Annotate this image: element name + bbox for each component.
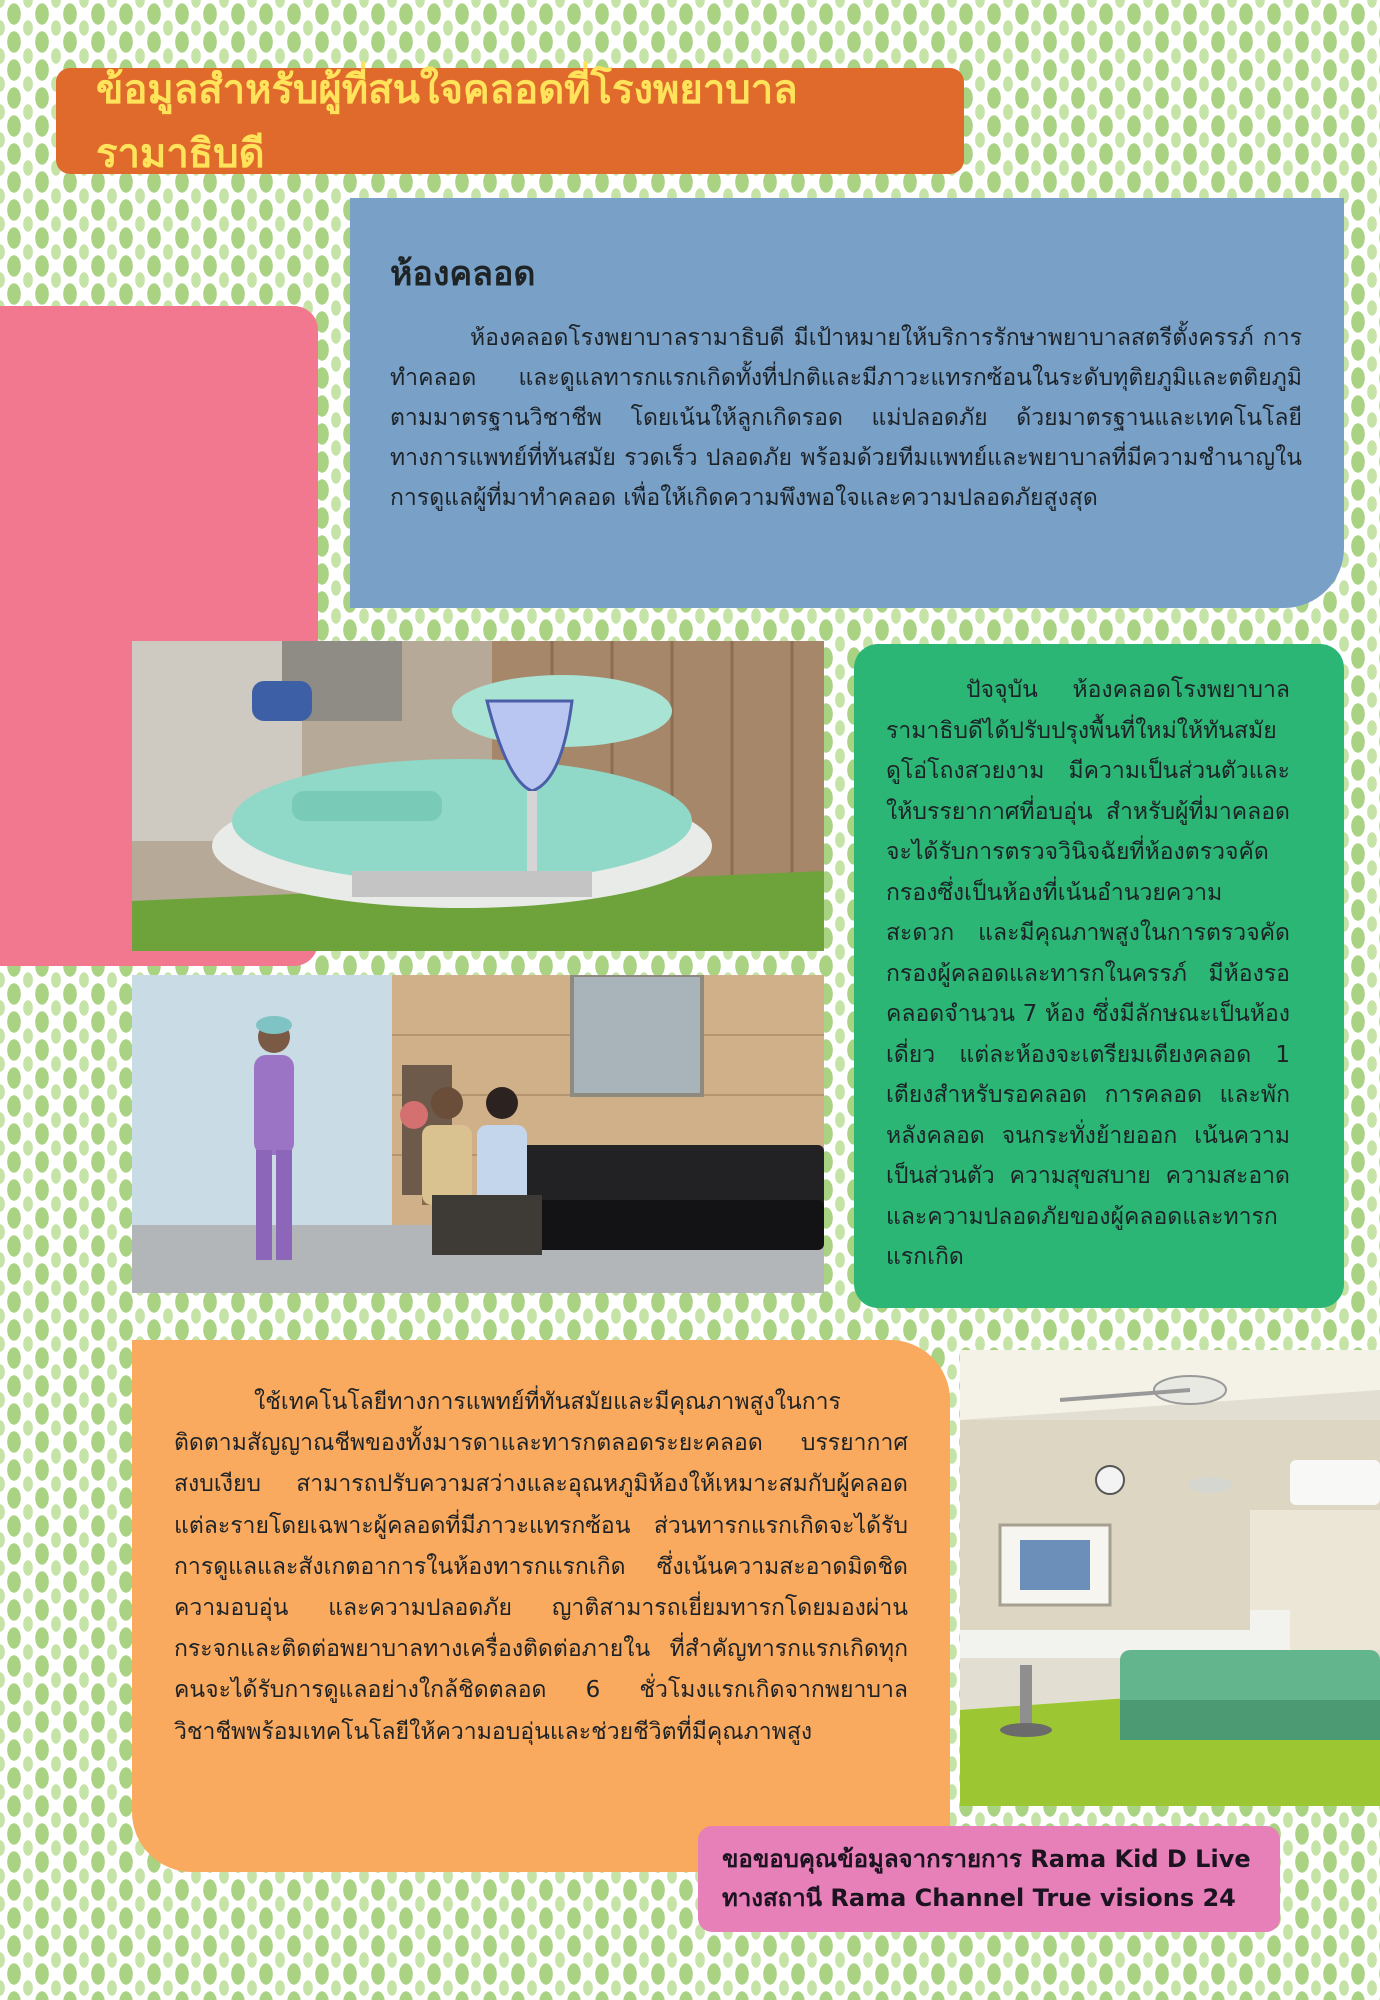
section-heading: ห้องคลอด [390, 254, 536, 294]
technology-paragraph: ใช้เทคโนโลยีทางการแพทย์ที่ทันสมัยและมีคุณภาพสูงในการติดตามสัญญาณชีพของทั้งมารดาและทารกตลอดระยะคลอด บรรยากาศสงบเงียบ สามารถปรับความสว่างและอุณหภูมิห้องให้เหมาะสมกับผู้คลอดแต่ละรายโดยเฉพาะผู้คลอดที่มีภาวะแทรกซ้อน ส่วนทารกแรกเกิดจะได้รับการดูแลและสังเกตอาการในห้องทารกแรกเกิด ซึ่งเน้นความสะอาดมิดชิด ความอบอุ่น และความปลอดภัย ญาติสามารถเยี่ยมทารกโดยมองผ่านกระจกและติดต่อพยาบาลทางเครื่องติดต่อภายใน ที่สำคัญทารกแรกเกิดทุกคนจะได้รับการดูแลอย่างใกล้ชิดตลอด 6 ชั่วโมงแรกเกิดจากพยาบาลวิชาชีพพร้อมเทคโนโลยีให้ความอบอุ่นและช่วยชีวิตที่มีคุณภาพสูง [174, 1389, 908, 1745]
header-banner [56, 67, 964, 177]
delivery-room-section [350, 198, 1344, 608]
technology-section [132, 1340, 950, 1872]
credit-line-2: ทางสถานี Rama Channel True visions 24 [722, 1884, 1236, 1912]
page-title: ข้อมูลสำหรับผู้ที่สนใจคลอดที่โรงพยาบาลรามาธิบดี [96, 67, 798, 177]
current-facility-section [854, 644, 1344, 1308]
nursery-room-photo [960, 1350, 1380, 1806]
credit-box [698, 1826, 1280, 1932]
waiting-area-photo [132, 975, 824, 1293]
delivery-bed-photo [132, 641, 824, 951]
intro-paragraph: ห้องคลอดโรงพยาบาลรามาธิบดี มีเป้าหมายให้บริการรักษาพยาบาลสตรีตั้งครรภ์ การทำคลอด และดูแลทารกแรกเกิดทั้งที่ปกติและมีภาวะแทรกซ้อนในระดับทุติยภูมิและตติยภูมิตามมาตรฐานวิชาชีพ โดยเน้นให้ลูกเกิดรอด แม่ปลอดภัย ด้วยมาตรฐานและเทคโนโลยีทางการแพทย์ที่ทันสมัย รวดเร็ว ปลอดภัย พร้อมด้วยทีมแพทย์และพยาบาลที่มีความชำนาญในการดูแลผู้ที่มาทำคลอด เพื่อให้เกิดความพึงพอใจและความปลอดภัยสูงสุด [390, 325, 1302, 511]
current-paragraph: ปัจจุบัน ห้องคลอดโรงพยาบาลรามาธิบดีได้ปรับปรุงพื้นที่ใหม่ให้ทันสมัย ดูโอ่โถงสวยงาม มีความเป็นส่วนตัวและให้บรรยากาศที่อบอุ่น สำหรับผู้ที่มาคลอดจะได้รับการตรวจวินิจฉัยที่ห้องตรวจคัดกรองซึ่งเป็นห้องที่เน้นอำนวยความสะดวก และมีคุณภาพสูงในการตรวจคัดกรองผู้คลอดและทารกในครรภ์ มีห้องรอคลอดจำนวน 7 ห้อง ซึ่งมีลักษณะเป็นห้องเดี่ยว แต่ละห้องจะเตรียมเตียงคลอด 1 เตียงสำหรับรอคลอด การคลอด และพักหลังคลอด จนกระทั่งย้ายออก เน้นความเป็นส่วนตัว ความสุขสบาย ความสะอาดและความปลอดภัยของผู้คลอดและทารกแรกเกิด [886, 677, 1290, 1270]
credit-line-1: ขอขอบคุณข้อมูลจากรายการ Rama Kid D Live [722, 1845, 1251, 1873]
